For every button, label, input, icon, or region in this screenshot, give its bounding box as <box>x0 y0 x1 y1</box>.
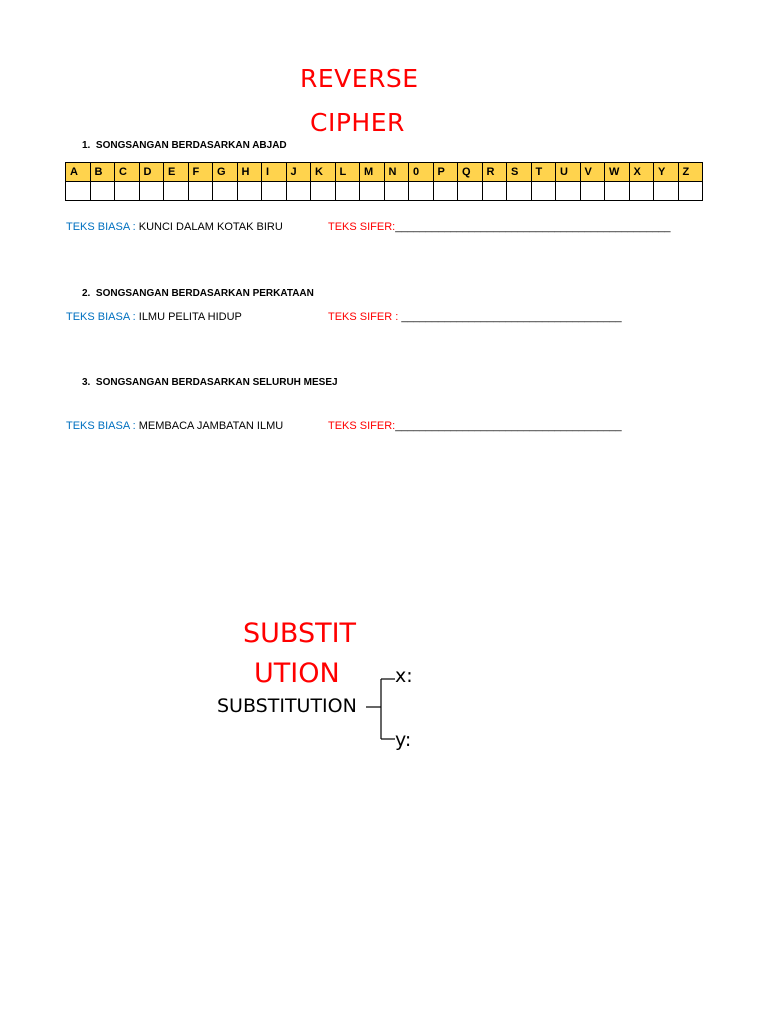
alphabet-cell: E <box>164 163 189 182</box>
cipher-cell <box>262 182 287 201</box>
alphabet-letters-row <box>66 163 703 182</box>
cipher-cell <box>237 182 262 201</box>
alphabet-cell: 0 <box>409 163 434 182</box>
cipher-cell <box>286 182 311 201</box>
section-1-plaintext <box>66 221 283 233</box>
cipher-cell <box>164 182 189 201</box>
cipher-cell <box>360 182 385 201</box>
alphabet-cell: S <box>507 163 532 182</box>
cipher-cell <box>507 182 532 201</box>
cipher-cell <box>188 182 213 201</box>
alphabet-cell: T <box>531 163 556 182</box>
alphabet-cell: B <box>90 163 115 182</box>
plaintext-label: TEKS BIASA : <box>66 420 136 432</box>
alphabet-cell: G <box>213 163 238 182</box>
alphabet-cell: C <box>115 163 140 182</box>
cipher-cell <box>335 182 360 201</box>
alphabet-table <box>65 162 703 201</box>
alphabet-cell: K <box>311 163 336 182</box>
alphabet-cell: J <box>286 163 311 182</box>
section-1-ciphertext <box>328 221 671 233</box>
branch-x-label: x: <box>395 665 413 687</box>
alphabet-cell: H <box>237 163 262 182</box>
cipher-cell <box>629 182 654 201</box>
section-2-plaintext <box>66 311 242 323</box>
cipher-cell <box>556 182 581 201</box>
cipher-cell <box>384 182 409 201</box>
cipher-cell <box>458 182 483 201</box>
alphabet-cell: V <box>580 163 605 182</box>
title-line-1: REVERSE <box>300 64 419 93</box>
alphabet-cell: U <box>556 163 581 182</box>
alphabet-cell: N <box>384 163 409 182</box>
cipher-cell <box>139 182 164 201</box>
alphabet-cell: D <box>139 163 164 182</box>
cipher-cell <box>654 182 679 201</box>
cipher-cell <box>311 182 336 201</box>
cipher-cell <box>409 182 434 201</box>
section-3-plaintext <box>66 420 283 432</box>
ciphertext-label: TEKS SIFER: <box>328 420 396 432</box>
plaintext-label: TEKS BIASA : <box>66 311 136 323</box>
alphabet-cell: W <box>605 163 630 182</box>
section-3-heading: 3. SONGSANGAN BERDASARKAN SELURUH MESEJ <box>82 377 338 388</box>
alphabet-cell: M <box>360 163 385 182</box>
cipher-cell <box>115 182 140 201</box>
substitution-title-line-2: UTION <box>254 658 340 689</box>
alphabet-cell: R <box>482 163 507 182</box>
ciphertext-blank: _____________________________________________ <box>395 221 671 233</box>
alphabet-cell: F <box>188 163 213 182</box>
alphabet-cell: A <box>66 163 91 182</box>
bracket-connector <box>360 670 400 750</box>
cipher-cell <box>90 182 115 201</box>
branch-y-label: y: <box>395 729 412 751</box>
alphabet-cell: P <box>433 163 458 182</box>
cipher-cell <box>433 182 458 201</box>
section-1-heading: 1. SONGSANGAN BERDASARKAN ABJAD <box>82 140 287 151</box>
cipher-cell <box>678 182 703 201</box>
alphabet-cell: Y <box>654 163 679 182</box>
substitution-title-line-1: SUBSTIT <box>243 618 357 649</box>
ciphertext-label: TEKS SIFER : <box>328 311 399 323</box>
section-2-heading: 2. SONGSANGAN BERDASARKAN PERKATAAN <box>82 288 314 299</box>
plaintext-value: KUNCI DALAM KOTAK BIRU <box>135 221 283 233</box>
cipher-cell <box>213 182 238 201</box>
plaintext-label: TEKS BIASA : <box>66 221 136 233</box>
ciphertext-blank: ____________________________________ <box>398 311 622 323</box>
ciphertext-blank: _____________________________________ <box>395 420 622 432</box>
alphabet-cell: Q <box>458 163 483 182</box>
ciphertext-label: TEKS SIFER: <box>328 221 396 233</box>
cipher-cell <box>531 182 556 201</box>
cipher-cell <box>605 182 630 201</box>
alphabet-cell: Z <box>678 163 703 182</box>
alphabet-cell: X <box>629 163 654 182</box>
plaintext-value: MEMBACA JAMBATAN ILMU <box>135 420 284 432</box>
section-3-ciphertext <box>328 420 622 432</box>
plaintext-value: ILMU PELITA HIDUP <box>135 311 242 323</box>
cipher-cell <box>482 182 507 201</box>
cipher-cell <box>66 182 91 201</box>
alphabet-cell: I <box>262 163 287 182</box>
alphabet-cell: L <box>335 163 360 182</box>
title-line-2: CIPHER <box>310 108 405 137</box>
section-2-ciphertext <box>328 311 622 323</box>
cipher-cell <box>580 182 605 201</box>
alphabet-blank-row <box>66 182 703 201</box>
substitution-diagram-label: SUBSTITUTION <box>217 695 357 717</box>
